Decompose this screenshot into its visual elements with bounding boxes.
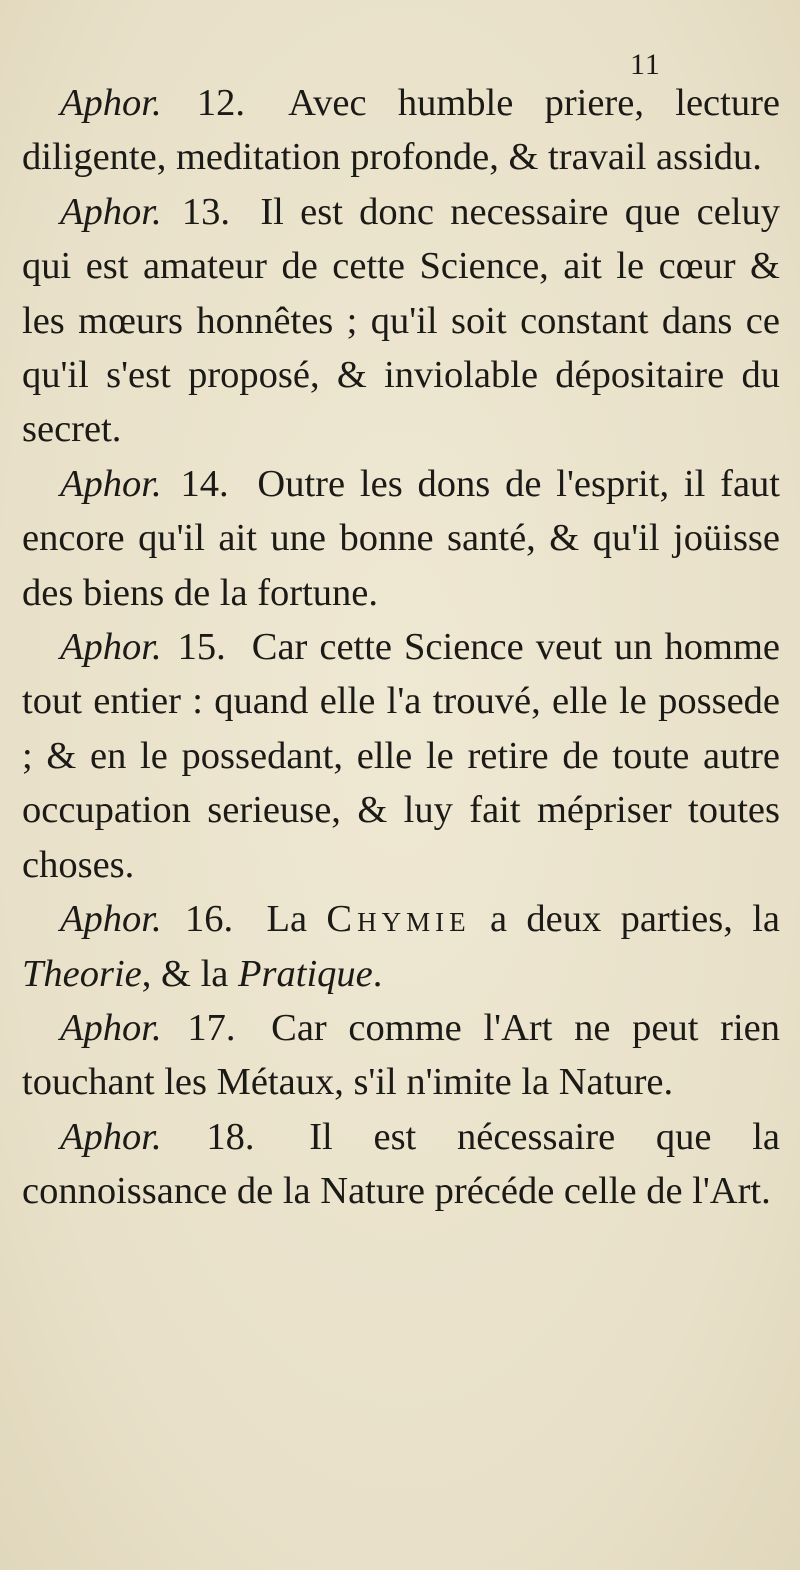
pratique-italic: Pratique [238, 952, 373, 995]
aphorism-label: Aphor. [60, 1115, 162, 1158]
aphorism-number: 16. [184, 898, 234, 941]
aphorism-number: 14. [180, 462, 229, 505]
aphorism-text: Car cette Science veut un homme tout entier : quand elle l'a trouvé, elle le possede ; & en le possedant, elle le retire de toute autre occupation serieuse, & luy fait mépriser toutes choses. [22, 626, 781, 886]
aphorism-number: 15. [177, 626, 226, 669]
aphorism-text: Outre les dons de l'esprit, il faut encore qu'il ait une bonne santé, & qu'il joüisse des biens de la fortune. [22, 462, 780, 614]
aphorism-label: Aphor. [60, 462, 162, 505]
aphorism-number: 12. [196, 82, 246, 124]
aphorism-18 [22, 1110, 780, 1219]
aphorism-text: Car comme l'Art ne peut rien touchant les Métaux, s'il n'imite la Nature. [22, 1006, 780, 1104]
aphorism-label: Aphor. [60, 1006, 162, 1049]
aphorism-text: Avec humble priere, lecture diligente, meditation profonde, & travail assidu. [22, 82, 780, 179]
aphorism-15 [22, 620, 780, 892]
page-body [22, 76, 780, 1219]
aphorism-14 [22, 457, 780, 620]
aphorism-text-and: , & la [141, 952, 229, 995]
theorie-italic: Theorie [22, 952, 142, 995]
aphorism-number: 17. [187, 1006, 236, 1049]
aphorism-12 [22, 76, 780, 185]
aphorism-16 [22, 892, 780, 1001]
aphorism-text-middle: a deux parties, la [489, 898, 780, 941]
aphorism-label: Aphor. [60, 82, 162, 124]
chymie-smallcaps: Chymie [326, 898, 471, 941]
aphorism-number: 18. [206, 1115, 255, 1158]
aphorism-label: Aphor. [60, 190, 162, 233]
aphorism-text-end: . [372, 952, 383, 995]
aphorism-text-start: La [266, 898, 308, 941]
aphorism-label: Aphor. [60, 898, 162, 941]
aphorism-label: Aphor. [60, 626, 162, 669]
aphorism-text: Il est nécessaire que la connoissance de la Nature précéde celle de l'Art. [22, 1115, 781, 1213]
aphorism-13 [22, 185, 780, 457]
aphorism-text: Il est donc necessaire que celuy qui est amateur de cette Science, ait le cœur & les mœurs honnêtes ; qu'il soit constant dans ce qu'il s'est proposé, & inviolable dépositaire du secret. [22, 190, 781, 451]
aphorism-number: 13. [181, 190, 231, 233]
aphorism-17 [22, 1001, 780, 1110]
page-number: 11 [630, 48, 661, 81]
